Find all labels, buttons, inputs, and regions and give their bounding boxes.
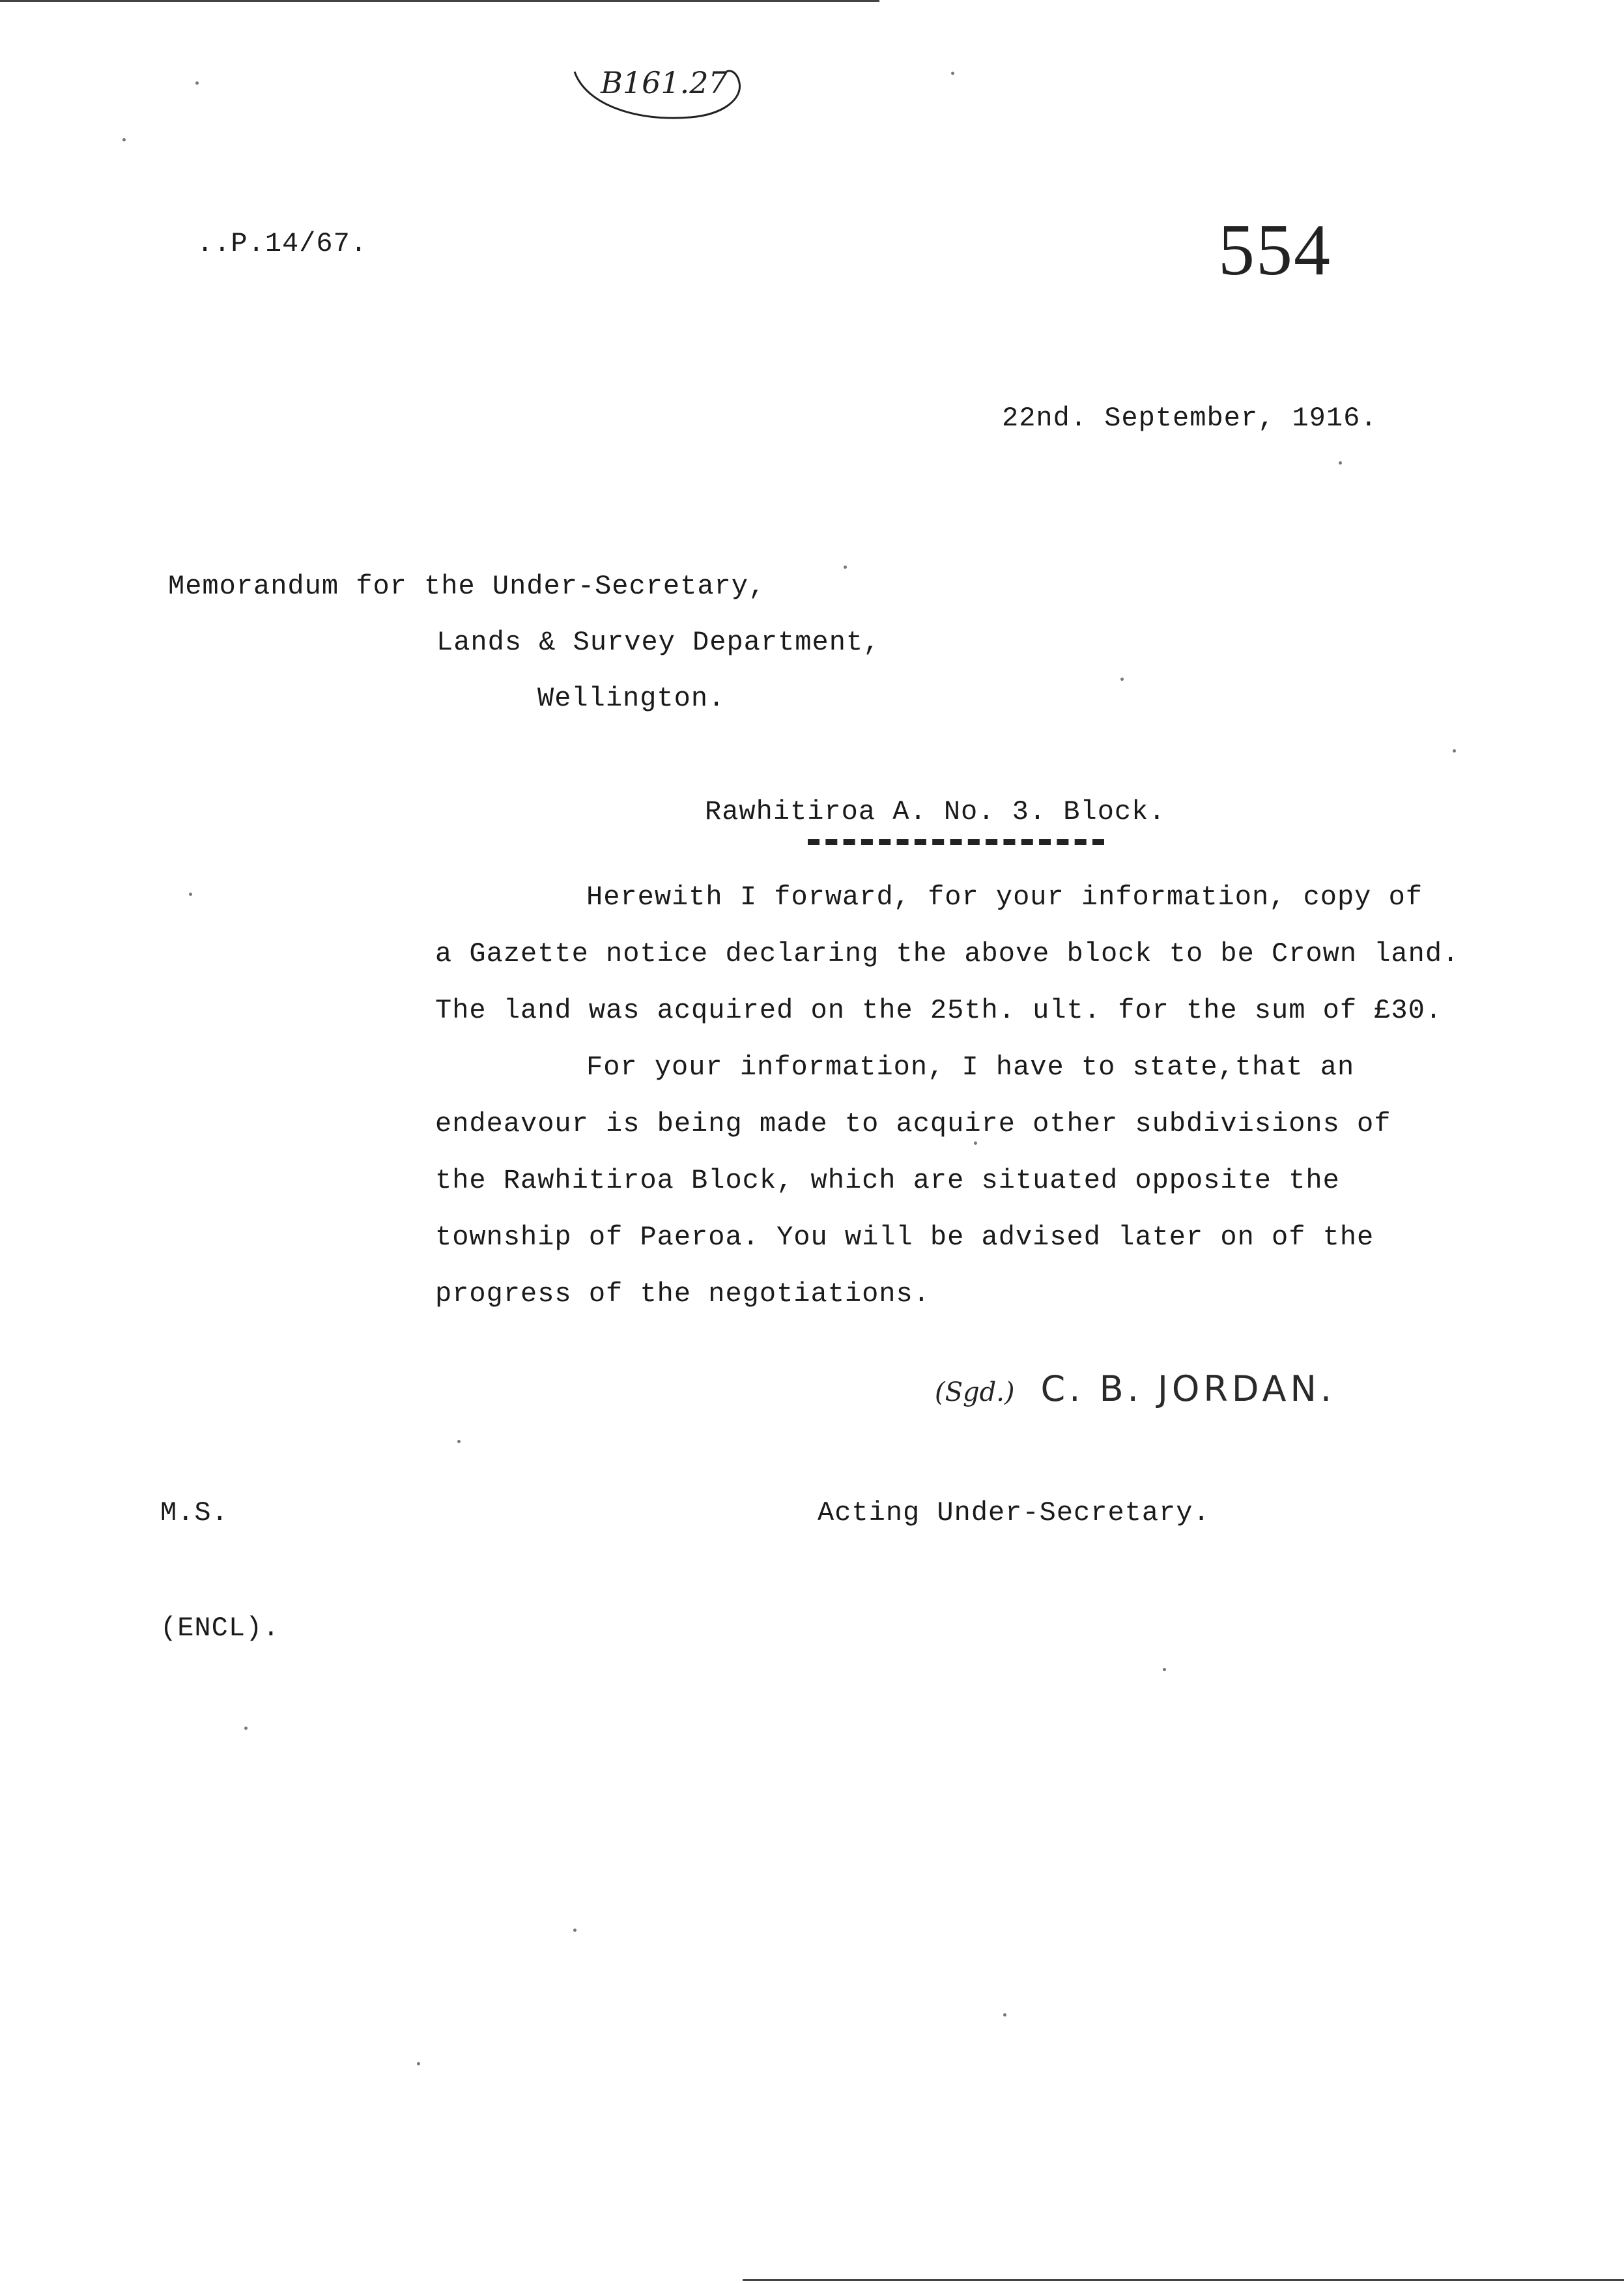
bottom-edge-line	[743, 2279, 1624, 2281]
handwritten-reference-text: B161.27	[601, 65, 728, 100]
signatory-title: Acting Under-Secretary.	[818, 1497, 1210, 1529]
paper-speck	[573, 1929, 577, 1932]
paper-speck	[189, 893, 192, 896]
paper-speck	[122, 138, 126, 141]
paper-speck	[1339, 461, 1342, 465]
paragraph-line: a Gazette notice declaring the above block to be Crown land.	[435, 938, 1460, 969]
typist-initials: M.S.	[160, 1497, 229, 1529]
paper-speck	[195, 81, 199, 85]
signature-block	[935, 1368, 1335, 1409]
file-reference: ..P.14/67.	[197, 228, 368, 259]
paper-speck	[1120, 678, 1124, 681]
addressee-line-3: Wellington.	[537, 683, 726, 714]
paragraph-line: Herewith I forward, for your information, copy of	[586, 882, 1423, 913]
letter-date: 22nd. September, 1916.	[1002, 403, 1378, 434]
paper-speck	[1453, 749, 1456, 753]
paragraph-line: progress of the negotiations.	[435, 1278, 930, 1310]
addressee-line-1: Memorandum for the Under-Secretary,	[168, 571, 766, 602]
paper-speck	[1003, 2013, 1006, 2017]
signature-prefix: (Sgd.)	[935, 1377, 1015, 1407]
handwritten-reference	[560, 60, 749, 132]
paragraph-line: the Rawhitiroa Block, which are situated opposite the	[435, 1165, 1340, 1196]
paragraph-line: endeavour is being made to acquire other subdivisions of	[435, 1108, 1391, 1140]
enclosure-note: (ENCL).	[160, 1613, 280, 1644]
subject-heading: Rawhitiroa A. No. 3. Block.	[705, 796, 1166, 827]
paper-speck	[974, 1142, 977, 1145]
paper-speck	[951, 72, 954, 75]
subject-underline	[808, 839, 1104, 845]
body-paragraph-1	[435, 869, 1459, 1039]
paper-speck	[1163, 1668, 1166, 1671]
body-paragraph-2	[435, 1039, 1391, 1323]
paragraph-line: township of Paeroa. You will be advised later on of the	[435, 1222, 1375, 1253]
paragraph-line: The land was acquired on the 25th. ult. for the sum of £30.	[435, 995, 1443, 1026]
top-edge-line	[0, 0, 879, 2]
paper-speck	[457, 1440, 461, 1443]
signature-name: C. B. JORDAN.	[1040, 1368, 1336, 1409]
paper-speck	[244, 1727, 248, 1730]
page-number: 554	[1218, 210, 1332, 291]
paper-speck	[844, 566, 847, 569]
paper-speck	[417, 2062, 420, 2065]
addressee-line-2: Lands & Survey Department,	[436, 627, 881, 658]
paragraph-line: For your information, I have to state,that an	[586, 1052, 1355, 1083]
